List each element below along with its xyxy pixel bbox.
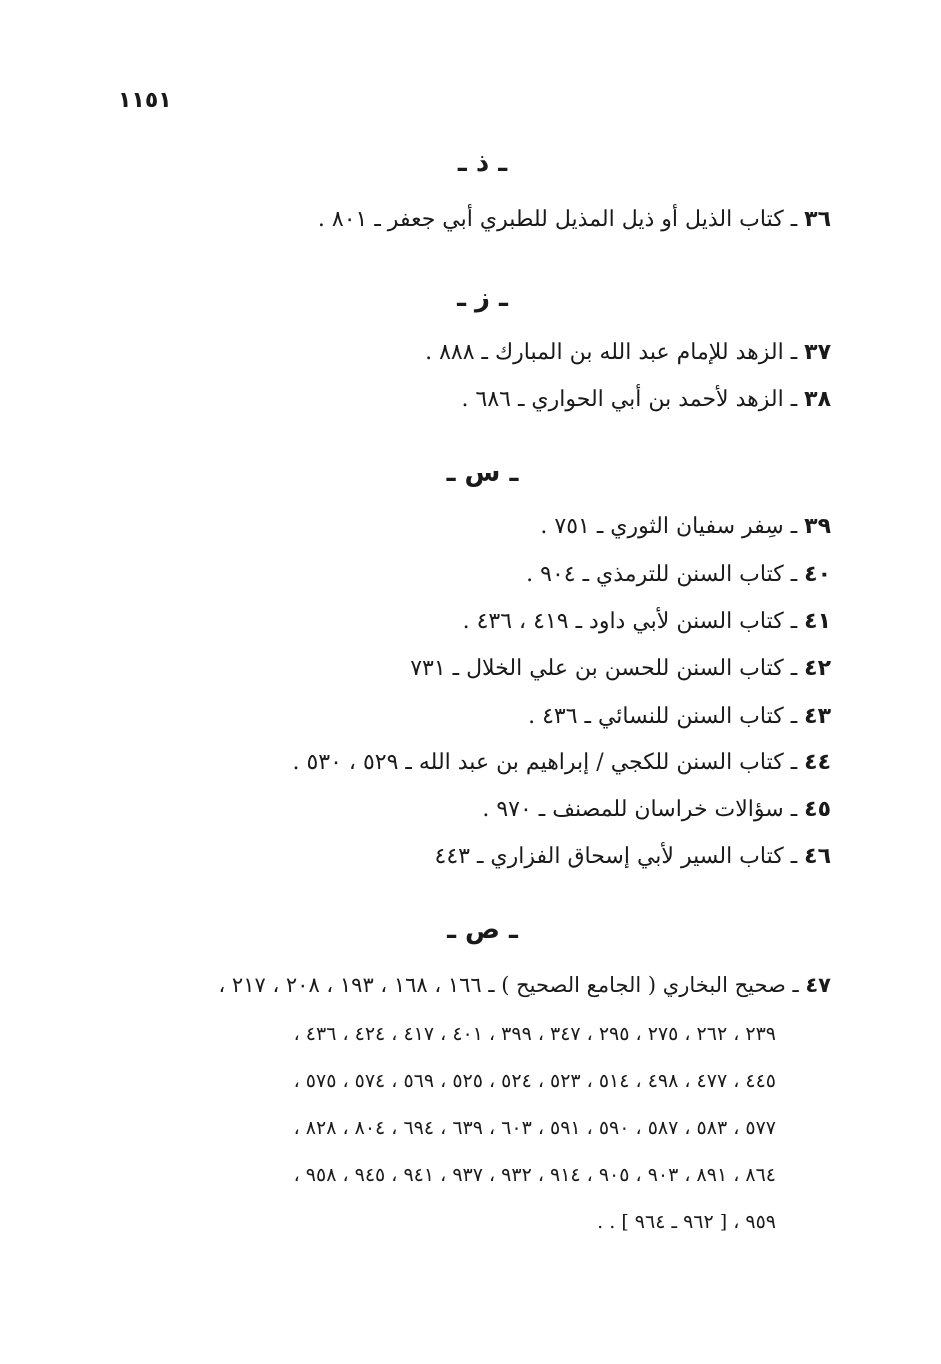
list-item: ٤٠ ـ كتاب السنن للترمذي ـ ٩٠٤ . (526, 562, 831, 587)
section-heading-sin: ـ س ـ (446, 458, 519, 488)
list-item: ٣٩ ـ سِفر سفيان الثوري ـ ٧٥١ . (540, 514, 831, 539)
list-item: ٤٥ ـ سؤالات خراسان للمصنف ـ ٩٧٠ . (482, 797, 831, 822)
entry-continuation-line: ٩٥٩ ، [ ٩٦٢ ـ ٩٦٤ ] . . (597, 1211, 776, 1233)
entry-continuation-line: ٥٧٧ ، ٥٨٣ ، ٥٨٧ ، ٥٩٠ ، ٥٩١ ، ٦٠٣ ، ٦٣٩ ، ٦٩٤ ، ٨٠٤ ، ٨٢٨ ، (293, 1117, 776, 1139)
section-heading-dhal: ـ ذ ـ (457, 148, 508, 178)
list-item: ٤٦ ـ كتاب السير لأبي إسحاق الفزاري ـ ٤٤٣ (434, 844, 831, 869)
section-heading-zay: ـ ز ـ (457, 283, 508, 313)
list-item: ٣٧ ـ الزهد للإمام عبد الله بن المبارك ـ ٨٨٨ . (425, 340, 831, 365)
list-item: ٤٧ ـ صحيح البخاري ( الجامع الصحيح ) ـ ١٦٦ ، ١٦٨ ، ١٩٣ ، ٢٠٨ ، ٢١٧ ، (218, 973, 831, 997)
list-item: ٤٣ ـ كتاب السنن للنسائي ـ ٤٣٦ . (528, 704, 831, 729)
section-heading-sad: ـ ص ـ (447, 915, 518, 945)
list-item: ٤١ ـ كتاب السنن لأبي داود ـ ٤١٩ ، ٤٣٦ . (462, 609, 831, 634)
entry-continuation-line: ٢٣٩ ، ٢٦٢ ، ٢٧٥ ، ٢٩٥ ، ٣٤٧ ، ٣٩٩ ، ٤٠١ ، ٤١٧ ، ٤٢٤ ، ٤٣٦ ، (293, 1023, 776, 1045)
list-item: ٤٢ ـ كتاب السنن للحسن بن علي الخلال ـ ٧٣١ (410, 656, 831, 681)
entry-continuation-line: ٨٦٤ ، ٨٩١ ، ٩٠٣ ، ٩٠٥ ، ٩١٤ ، ٩٣٢ ، ٩٣٧ ، ٩٤١ ، ٩٤٥ ، ٩٥٨ ، (293, 1164, 776, 1186)
list-item: ٣٨ ـ الزهد لأحمد بن أبي الحواري ـ ٦٨٦ . (461, 387, 831, 412)
list-item: ٣٦ ـ كتاب الذيل أو ذيل المذيل للطبري أبي جعفر ـ ٨٠١ . (317, 207, 831, 232)
list-item: ٤٤ ـ كتاب السنن للكجي / إبراهيم بن عبد الله ـ ٥٢٩ ، ٥٣٠ . (292, 750, 831, 775)
entry-continuation-line: ٤٤٥ ، ٤٧٧ ، ٤٩٨ ، ٥١٤ ، ٥٢٣ ، ٥٢٤ ، ٥٢٥ ، ٥٦٩ ، ٥٧٤ ، ٥٧٥ ، (293, 1070, 776, 1092)
page-number: ١١٥١ (118, 88, 172, 113)
